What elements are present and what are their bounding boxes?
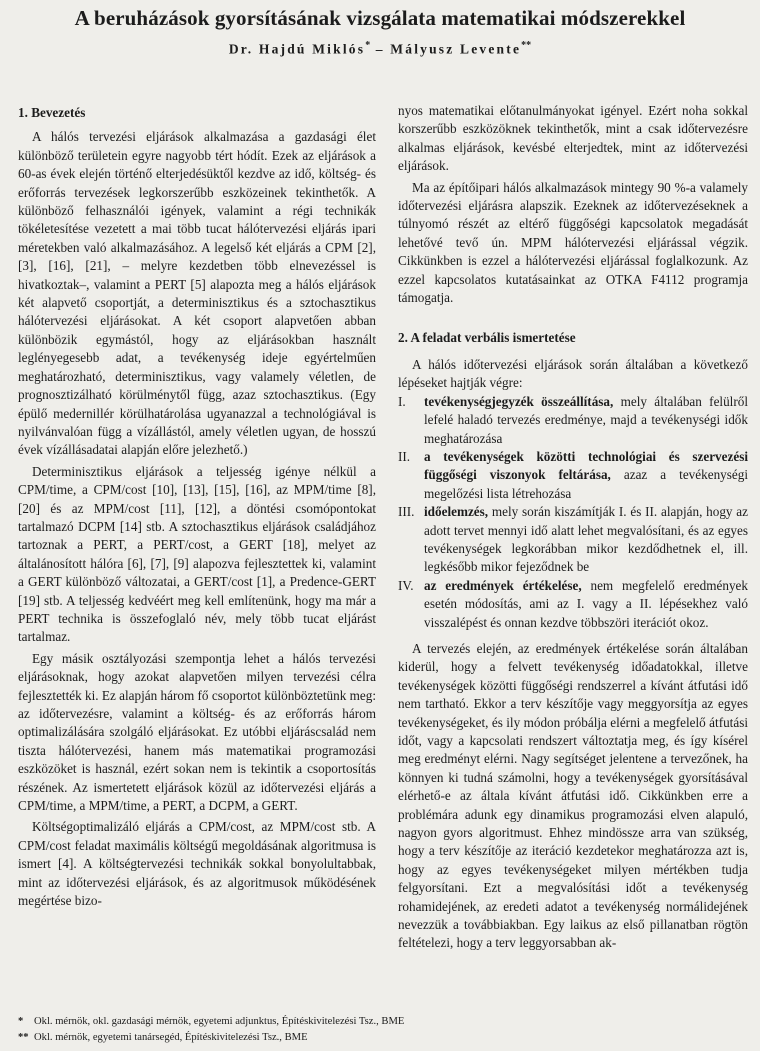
article-title: A beruházások gyorsításának vizsgálata matematikai módszerekkel — [74, 6, 686, 30]
section-1-paragraph-1: A hálós tervezési eljárások alkalmazása a gazdasági élet különböző területein egyre nagyobb tért hódít. Ezek az eljárások a 60-as évek elején történő elterjedésüktől kezdve az idő, költség- és erőforrás tervezések legkorszerűbb eszközeinek tekinthetők. A különböző felhasználói igények, valamint a régi technikák tökéletesítése vezetett a mai több tucat hálótervezési eljárás ipari méretekben való alkalmazásához. A legelső két eljárás a CPM [2], [3], [16], [21], – melyre kezdetben több elnevezéssel is hivatkoztak–, valamint a PERT [5] alapozta meg a hálós eljárások két alapvető csoportját, a determinisztikus és a sztochasztikus hálótervezési eljárásokat. A két csoport alapvetően abban különbözik egymástól, hogy az eljárásokban használt leglényegesebb adat, a tevékenység ideje egyértelműen meghatározható, determinisztikus, vagy valamely véletlen, de prognosztizálható körülménytől függ, azaz sztochasztikus. (Egy épülő medernillér körülhatárolása ugyanazzal a technológiával is nyilvánvalóan függ a vízállástól, amely véletlen ugyan, de hosszú évek vízállásadatai alapján előre jelezhető.) — [18, 129, 376, 458]
list-item — [398, 577, 748, 632]
section-1-paragraph-2: Determinisztikus eljárások a teljesség igénye nélkül a CPM/time, a CPM/cost [10], [13], [15], [16], az MPM/time [8], [20] és az MPM/cost [11], [12], a döntési csomópontokat tartalmazó DCPM [14] stb. A sztochasztikus eljárások családjához tartoznak a PERT, a PERT/cost, a GERT [18], melyet az általánosított hálóra [6], [7], [9] alapozva fejlesztettek ki, valamint a GERT különböző változatai, a GERT/cost [1], a Predence-GERT [19] stb. A teljesség kedvéért meg kell említenünk, hogy ma már a PERT technika is összefoglaló név, mely több tucat eljárást tartalmaz. — [18, 463, 376, 645]
step-keyword: időelemzés, — [424, 504, 489, 520]
author-1-footnote-mark: * — [365, 40, 371, 51]
authors-line — [0, 40, 760, 58]
footnote-2 — [18, 1030, 738, 1046]
footnote-1 — [18, 1014, 738, 1030]
section-1-paragraph-4: Költségoptimalizáló eljárás a CPM/cost, az MPM/cost stb. A CPM/cost feladat maximális költségű megoldásának algoritmusa is ismert [4]. A költségtervezési technikák sokkal bonyolultabbak, mint az időtervezési eljárások, és az algoritmusok működésének megértése bizo- — [18, 819, 376, 909]
list-item — [398, 503, 748, 577]
step-text: azaz a tevékenységi megelőzési lista létrehozása — [424, 467, 748, 501]
author-2-footnote-mark: ** — [521, 40, 532, 51]
author-separator: – — [370, 41, 391, 57]
section-2-intro: A hálós időtervezési eljárások során általában a következő lépéseket hajtják végre: — [398, 356, 748, 391]
step-number: III. — [398, 504, 415, 520]
footnote-text: Okl. mérnök, egyetemi tanársegéd, Építéskivitelezési Tsz., BME — [34, 1032, 308, 1043]
step-keyword: az eredmények értékelése, — [424, 577, 582, 593]
left-column — [18, 90, 376, 910]
step-number: II. — [398, 448, 411, 464]
section-1-heading: 1. Bevezetés — [18, 105, 86, 120]
list-item — [398, 448, 748, 503]
step-keyword: a tevékenységek közötti technológiai és szervezési függőségi viszonyok feltárása, — [424, 448, 748, 483]
step-text: nem megfelelő eredmények esetén módosítás, ami az I. vagy a II. lépésekhez való visszalépést és onnan kezdve többszöri iterációt okoz. — [424, 577, 748, 630]
steps-list — [398, 393, 748, 632]
list-item — [398, 393, 748, 448]
section-2-heading: 2. A feladat verbális ismertetése — [398, 330, 576, 346]
step-text: mely során kiszámítják I. és II. alapján, hogy az adott tervet mennyi idő alatt lehet megvalósítani, és az egyes tevékenységek legkorábban mikor kezdődhetnek el, ill. legkésőbb mikor fejeződnek be — [424, 504, 748, 575]
author-1: Dr. Hajdú Miklós — [228, 41, 366, 57]
right-column — [398, 102, 748, 953]
footnotes — [18, 1014, 738, 1046]
section-2-paragraph: A tervezés elején, az eredmények értékelése során általában kiderül, hogy a felvett tevékenység időadatokkal, illetve tevékenységek közötti függőségi rendszerrel a kívánt átfutási idő nem tartható. Ekkor a terv készítője vagy meggyorsítja az egyes tevékenységeket, és ily módon próbálja elérni a megfelelő átfutási időt, vagy a kapcsolati rendszert változtatja meg, és így kísérel meg eredményt elérni. Nagy segítséget jelentene a tervezőnek, ha könnyen ki tudná számolni, hogy a tevékenységek gyorsításával elérhető-e az általa kívánt átfutási idő. Cikkünkben erre a problémára adunk egy dinamikus programozási elven alapuló, nagyon gyors algoritmust. Ehhez mindössze arra van szükség, hogy a terv készítője az iteráció kezdetekor meghatározza azt is, hogy az egyes tevékenységeket milyen mértékben tudja felgyorsítani. Ezt a megvalósítási időt a tevékenység rohamidejének, az eredeti adatot a tevékenység normálidejének nevezzük a továbbiakban. Egy laikus az első pillanatban rögtön feltételezi, hogy a terv leggyorsabban ak- — [398, 640, 748, 951]
footnote-mark: ** — [18, 1032, 29, 1043]
step-number: IV. — [398, 577, 414, 593]
section-1-paragraph-3: Egy másik osztályozási szempontja lehet a hálós tervezési eljárásoknak, hogy azokat alapvetően milyen tervezési célra fejlesztették ki. Ez alapján három fő csoportot különböztetünk meg: az időtervezésre, valamint a költség- és az erőforrás három optimalizálására szolgáló eljárásokat. Ez utóbbi eljáráscsalád nem tiszta hálótervezési, hanem más matematikai programozási eszközöket is használ, ezért sokan nem is tekintik a csoportosítás részének. Az ismertetett eljárások közül az időtervezési eljárás a CPM/time, a MPM/time, a PERT, a DCPM, a GERT. — [18, 650, 376, 814]
intro-paragraph-2: Ma az építőipari hálós alkalmazások mintegy 90 %-a valamely időtervezési eljárásra alapszik. Ezeknek az időtervezéseknek a túlnyomó részét az eltérő függőségi kapcsolatok megadását lehetővé tevő ún. MPM hálótervezési eljárással végzik. Cikkünkben is ezzel a hálótervezési eljárással foglalkozunk. Az ezzel kapcsolatos kutatásainkat az OTKA F4112 programja támogatja. — [398, 179, 748, 306]
step-text: mely általában felülről lefelé haladó tervezés eredménye, majd a tevékenységi idők meghatározása — [424, 393, 748, 446]
continued-paragraph: nyos matematikai előtanulmányokat igényel. Ezért noha sokkal korszerűbb eszközöknek tekinthetők, mint a csak időtervezésre alkalmas eljárások, kevésbé elterjedtek, mint az időtervezési eljárások. — [398, 103, 748, 174]
footnote-text: Okl. mérnök, okl. gazdasági mérnök, egyetemi adjunktus, Építéskivitelezési Tsz., BME — [34, 1016, 405, 1027]
step-keyword: tevékenységjegyzék összeállítása, — [424, 393, 614, 409]
author-2: Mályusz Levente — [390, 41, 522, 57]
step-number: I. — [398, 393, 406, 409]
footnote-mark: * — [18, 1016, 24, 1027]
